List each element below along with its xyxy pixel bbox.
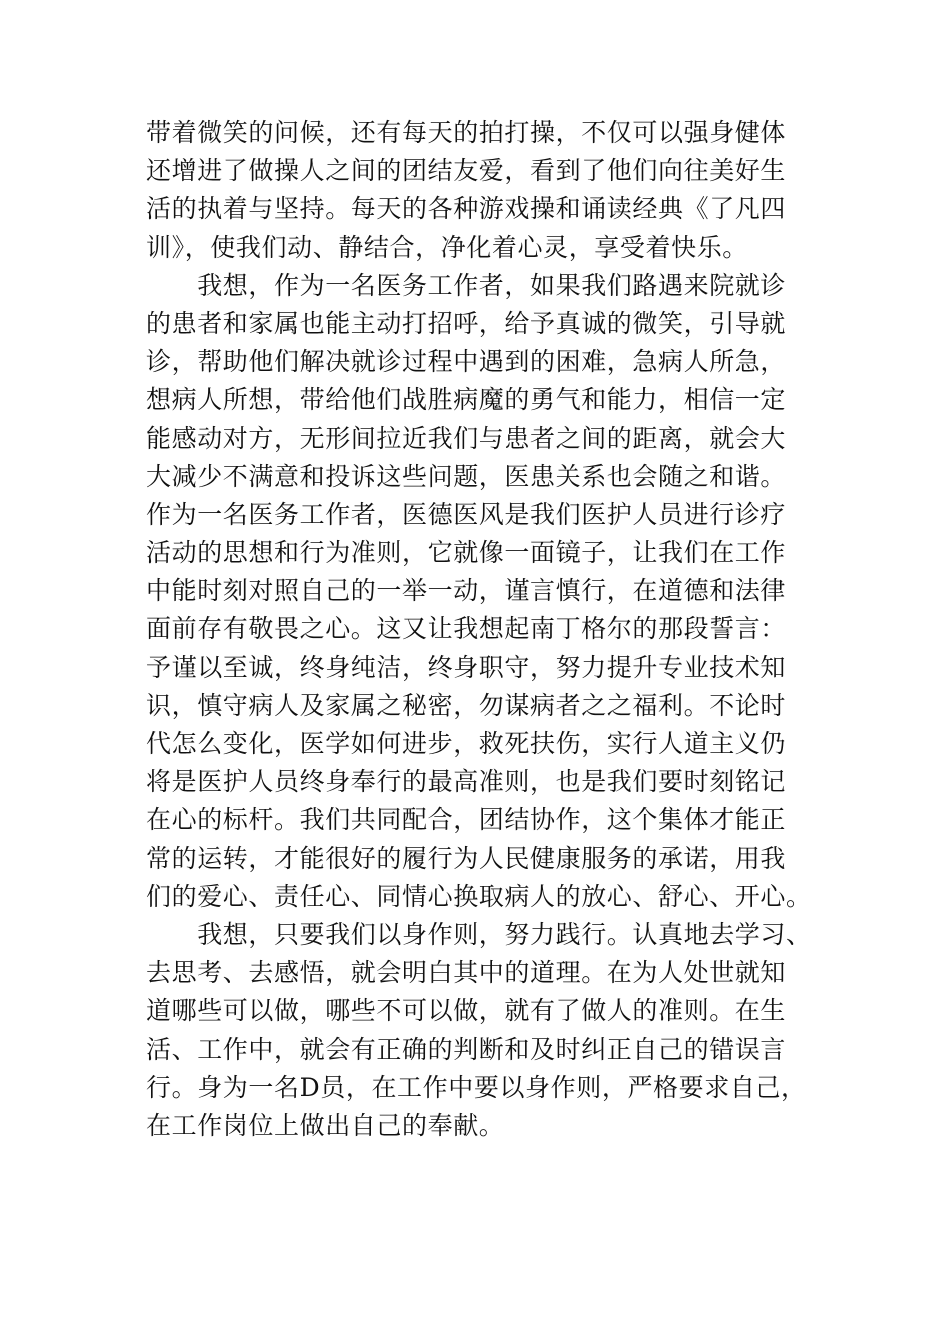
text-line: 面前存有敬畏之心。这又让我想起南丁格尔的那段誓言： (146, 614, 787, 644)
body-text (146, 114, 818, 1145)
text-line: 道哪些可以做，哪些不可以做，就有了做人的准则。在生 (146, 996, 787, 1026)
text-line: 的患者和家属也能主动打招呼，给予真诚的微笑，引导就 (146, 308, 787, 338)
text-line: 们的爱心、责任心、同情心换取病人的放心、舒心、开心。 (146, 881, 812, 911)
text-line: 去思考、去感悟，就会明白其中的道理。在为人处世就知 (146, 958, 787, 988)
text-line: 识，慎守病人及家属之秘密，勿谋病者之之福利。不论时 (146, 690, 787, 720)
text-line: 诊，帮助他们解决就诊过程中遇到的困难，急病人所急， (146, 347, 787, 377)
text-line: 作为一名医务工作者，医德医风是我们医护人员进行诊疗 (146, 499, 787, 529)
text-line: 能感动对方，无形间拉近我们与患者之间的距离，就会大 (146, 423, 787, 453)
text-line: 常的运转，才能很好的履行为人民健康服务的承诺，用我 (146, 843, 787, 873)
text-line: 予谨以至诚，终身纯洁，终身职守，努力提升专业技术知 (146, 652, 787, 682)
text-line: 训》，使我们动、静结合，净化着心灵，享受着快乐。 (146, 232, 748, 262)
text-line: 中能时刻对照自己的一举一动，谨言慎行，在道德和法律 (146, 576, 787, 606)
text-line: 我想，作为一名医务工作者，如果我们路遇来院就诊 (146, 270, 787, 300)
text-line: 我想，只要我们以身作则，努力践行。认真地去学习、 (146, 919, 812, 949)
text-line: 带着微笑的问候，还有每天的拍打操，不仅可以强身健体 (146, 118, 787, 147)
text-line: 还增进了做操人之间的团结友爱，看到了他们向往美好生 (146, 156, 787, 186)
text-line: 代怎么变化，医学如何进步，救死扶伤，实行人道主义仍 (146, 729, 787, 758)
text-line: 在工作岗位上做出自己的奉献。 (146, 1110, 505, 1140)
text-line: 将是医护人员终身奉行的最高准则，也是我们要时刻铭记 (146, 767, 787, 797)
text-line: 想病人所想，带给他们战胜病魔的勇气和能力，相信一定 (146, 385, 787, 415)
text-line: 活、工作中，就会有正确的判断和及时纠正自己的错误言 (146, 1034, 787, 1064)
text-line: 大减少不满意和投诉这些问题，医患关系也会随之和谐。 (146, 461, 787, 491)
text-line: 在心的标杆。我们共同配合，团结协作，这个集体才能正 (146, 805, 787, 835)
text-line: 活的执着与坚持。每天的各种游戏操和诵读经典《了凡四 (146, 194, 787, 224)
text-line: 活动的思想和行为准则，它就像一面镜子，让我们在工作 (146, 538, 787, 568)
text-line: 行。身为一名D员，在工作中要以身作则，严格要求自己， (146, 1072, 807, 1102)
